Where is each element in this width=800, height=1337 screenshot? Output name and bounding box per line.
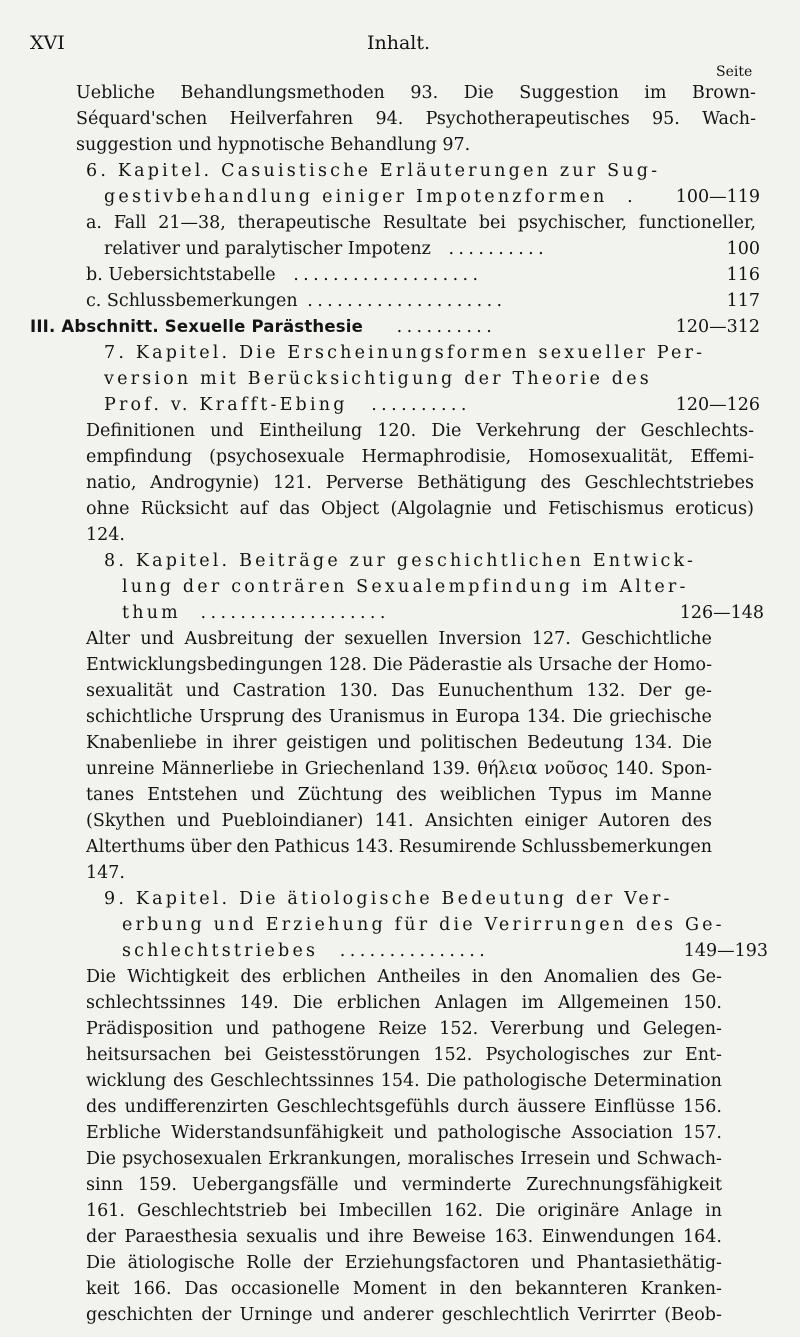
toc-entry [104,184,760,210]
toc-entry [86,288,760,314]
text-line: Entwicklungsbedingungen 128. Die Päderastie als Ursache der Homo- [86,655,712,675]
running-title: Inhalt. [367,32,431,54]
text-line: Die Wichtigkeit des erblichen Antheiles in den Anomalien des Ge- [86,967,722,987]
entry-title: c. Schlussbemerkungen [86,291,298,311]
toc-entry [122,600,764,626]
text-line: empfindung (psychosexuale Hermaphrodisie, Homosexualität, Effemi- [86,447,754,467]
seite-label: Seite [716,64,753,80]
chapter-heading: version mit Berücksichtigung der Theorie des [104,369,652,389]
page-range: 149—193 [683,941,768,961]
text-line: Knabenliebe in ihrer geistigen und politischen Bedeutung 134. Die [86,733,712,753]
text-line: Die psychosexualen Erkrankungen, moralisches Irresein und Schwach- [86,1149,722,1169]
chapter-heading: lung der conträren Sexualempfindung im Alter- [122,577,689,597]
text-line: heitsursachen bei Geistesstörungen 152. Psychologisches zur Ent- [86,1045,722,1065]
page-number: XVI [30,32,65,54]
entry-title: b. Uebersichtstabelle [86,265,276,285]
text-line: keit 166. Das occasionelle Moment in den bekannteren Kranken- [86,1279,722,1299]
toc-entry: a. Fall 21—38, therapeutische Resultate bei psychischer, functioneller, [86,213,756,233]
text-line: Séquard'schen Heilverfahren 94. Psychotherapeutisches 95. Wach- [76,109,756,129]
page-number-ref: 117 [726,291,760,311]
page-number-ref: 100 [726,239,760,259]
page-number-ref: 116 [726,265,760,285]
text-line: 161. Geschlechtstrieb bei Imbecillen 162. Die originäre Anlage in [86,1201,722,1221]
text-line: geschichten der Urninge und anderer geschlechtlich Verirrter (Beob- [86,1305,722,1325]
dot-leader: . [627,187,638,207]
text-line: der Paraesthesia sexualis und ihre Beweise 163. Einwendungen 164. [86,1227,722,1247]
dot-leader: .......... [371,395,471,415]
entry-title: relativer und paralytischer Impotenz [104,239,431,259]
chapter-heading: 7. Kapitel. Die Erscheinungsformen sexueller Per- [104,343,706,363]
text-line: Prädisposition und pathogene Reize 152. Vererbung und Gelegen- [86,1019,722,1039]
chapter-heading: Prof. v. Krafft-Ebing [104,395,348,415]
text-line: ohne Rücksicht auf das Object (Algolagnie und Fetischismus eroticus) [86,499,754,519]
text-line: Die ätiologische Rolle der Erziehungsfactoren und Phantasiethätig- [86,1253,722,1273]
text-line: 124. [86,525,125,545]
dot-leader: ................... [293,265,483,285]
text-line: sinn 159. Uebergangsfälle und verminderte Zurechnungsfähigkeit [86,1175,722,1195]
text-line: suggestion und hypnotische Behandlung 97. [76,135,471,155]
dot-leader: ................... [200,603,390,623]
toc-entry [104,392,760,418]
dot-leader: .......... [396,317,497,337]
page-range: 100—119 [675,187,760,207]
text-line: unreine Männerliebe in Griechenland 139. θήλεια νοῦσος 140. Spon- [86,759,712,779]
dot-leader: .................... [307,291,507,311]
page-range: 120—126 [675,395,760,415]
chapter-heading: schlechtstriebes [122,941,319,961]
chapter-heading: erbung und Erziehung für die Verirrungen des Ge- [122,915,725,935]
text-line: schichtliche Ursprung des Uranismus in Europa 134. Die griechische [86,707,712,727]
section-heading: III. Abschnitt. Sexuelle Parästhesie [30,317,364,336]
chapter-heading: 6. Kapitel. Casuistische Erläuterungen zur Sug- [86,161,661,181]
section-entry [30,314,760,340]
text-line: 147. [86,863,125,883]
text-line: (Skythen und Puebloindianer) 141. Ansichten einiger Autoren des [86,811,712,831]
dot-leader: ............... [339,941,490,961]
text-line: Uebliche Behandlungsmethoden 93. Die Suggestion im Brown- [76,83,756,103]
toc-entry [86,262,760,288]
text-line: schlechtssinnes 149. Die erblichen Anlagen im Allgemeinen 150. [86,993,722,1013]
text-line: Definitionen und Eintheilung 120. Die Verkehrung der Geschlechts- [86,421,754,441]
chapter-heading: thum [122,603,181,623]
page-range: 120—312 [675,317,760,337]
toc-entry [104,236,760,262]
chapter-heading: 9. Kapitel. Die ätiologische Bedeutung der Ver- [104,889,673,909]
chapter-heading: gestivbehandlung einiger Impotenzformen [104,187,608,207]
text-line: tanes Entstehen und Züchtung des weiblichen Typus im Manne [86,785,712,805]
text-line: Alter und Ausbreitung der sexuellen Inversion 127. Geschichtliche [86,629,712,649]
text-line: wicklung des Geschlechtssinnes 154. Die pathologische Determination [86,1071,722,1091]
toc-entry [122,938,768,964]
text-line: natio, Androgynie) 121. Perverse Bethätigung des Geschlechtstriebes [86,473,754,493]
text-line: sexualität und Castration 130. Das Eunuchenthum 132. Der ge- [86,681,712,701]
text-line: des undifferenzirten Geschlechtsgefühls durch äussere Einflüsse 156. [86,1097,722,1117]
text-line: Erbliche Widerstandsunfähigkeit und pathologische Association 157. [86,1123,722,1143]
dot-leader: .......... [448,239,549,259]
text-line: Alterthums über den Pathicus 143. Resumirende Schlussbemerkungen [86,837,712,857]
page-range: 126—148 [679,603,764,623]
chapter-heading: 8. Kapitel. Beiträge zur geschichtlichen Entwick- [104,551,697,571]
